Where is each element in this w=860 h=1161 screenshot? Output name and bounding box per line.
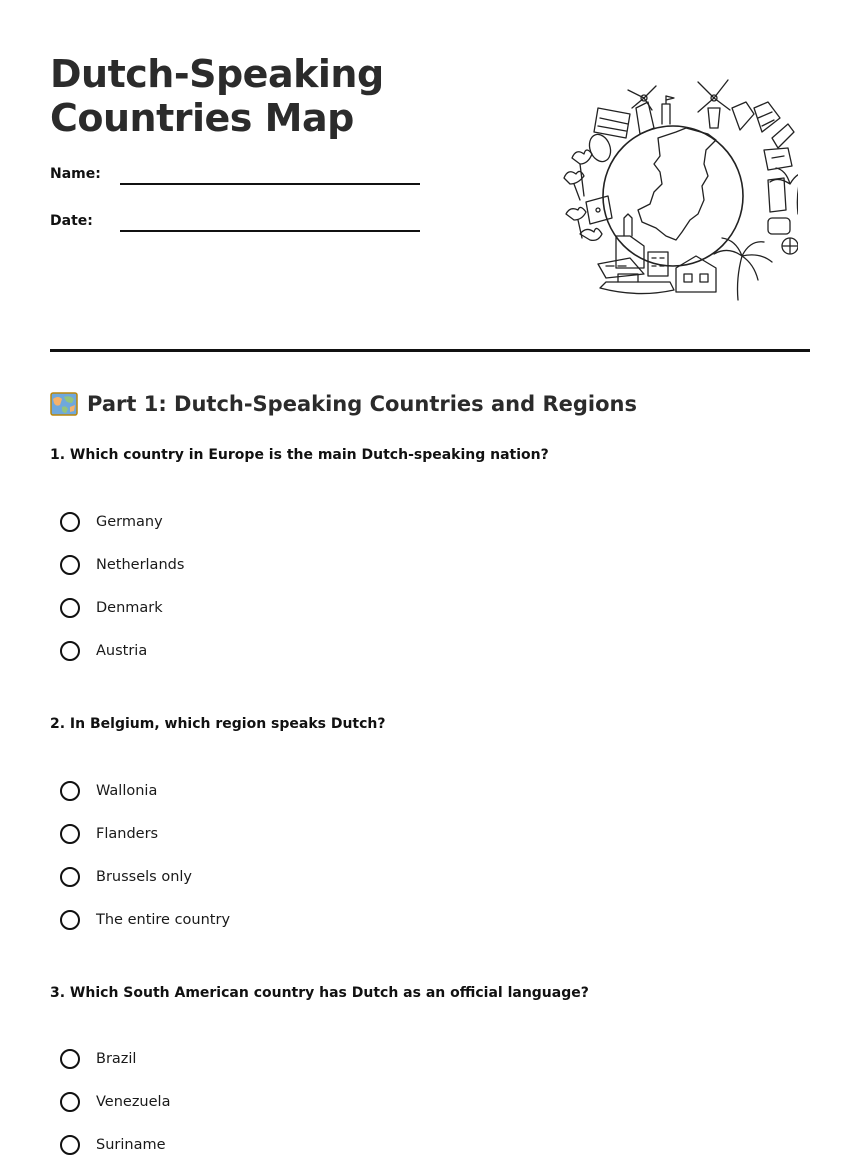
radio-button[interactable] [60, 641, 80, 661]
header-divider [50, 349, 810, 352]
option-austria[interactable] [60, 638, 460, 664]
option-label: Flanders [96, 826, 159, 842]
date-field[interactable] [50, 213, 420, 237]
radio-button[interactable] [60, 781, 80, 801]
radio-button[interactable] [60, 867, 80, 887]
name-field[interactable] [50, 166, 420, 190]
radio-button[interactable] [60, 910, 80, 930]
option-germany[interactable] [60, 509, 460, 535]
section-heading [50, 388, 637, 420]
option-label: Wallonia [96, 783, 158, 799]
date-label: Date: [50, 213, 93, 229]
date-line[interactable] [120, 230, 420, 232]
name-line[interactable] [120, 183, 420, 185]
option-label: Brussels only [96, 869, 192, 885]
title-line-1: Dutch-Speaking [50, 52, 384, 96]
option-suriname[interactable] [60, 1132, 460, 1158]
option-label: Netherlands [96, 557, 185, 573]
option-label: Venezuela [96, 1094, 171, 1110]
option-wallonia[interactable] [60, 778, 460, 804]
option-flanders[interactable] [60, 821, 460, 847]
option-label: Brazil [96, 1051, 137, 1067]
option-netherlands[interactable] [60, 552, 460, 578]
option-label: Germany [96, 514, 163, 530]
option-label: Suriname [96, 1137, 166, 1153]
radio-button[interactable] [60, 598, 80, 618]
option-label: Austria [96, 643, 148, 659]
radio-button[interactable] [60, 1135, 80, 1155]
option-label: The entire country [96, 912, 231, 928]
section-title: Part 1: Dutch-Speaking Countries and Regions [87, 392, 637, 416]
question-text: 2. In Belgium, which region speaks Dutch? [50, 716, 386, 732]
name-label: Name: [50, 166, 101, 182]
option-entire-country[interactable] [60, 907, 460, 933]
world-map-icon [50, 391, 78, 417]
question-1 [50, 445, 810, 659]
radio-button[interactable] [60, 555, 80, 575]
radio-button[interactable] [60, 512, 80, 532]
option-label: Denmark [96, 600, 163, 616]
question-2 [50, 714, 810, 928]
question-3 [50, 983, 810, 1153]
radio-button[interactable] [60, 824, 80, 844]
option-denmark[interactable] [60, 595, 460, 621]
title-line-2: Countries Map [50, 96, 354, 140]
question-text: 1. Which country in Europe is the main Dutch-speaking nation? [50, 447, 549, 463]
option-brazil[interactable] [60, 1046, 460, 1072]
page-title [50, 52, 470, 140]
radio-button[interactable] [60, 1049, 80, 1069]
globe-landmarks-illustration [558, 68, 798, 308]
option-brussels-only[interactable] [60, 864, 460, 890]
question-text: 3. Which South American country has Dutch as an official language? [50, 985, 589, 1001]
option-venezuela[interactable] [60, 1089, 460, 1115]
radio-button[interactable] [60, 1092, 80, 1112]
